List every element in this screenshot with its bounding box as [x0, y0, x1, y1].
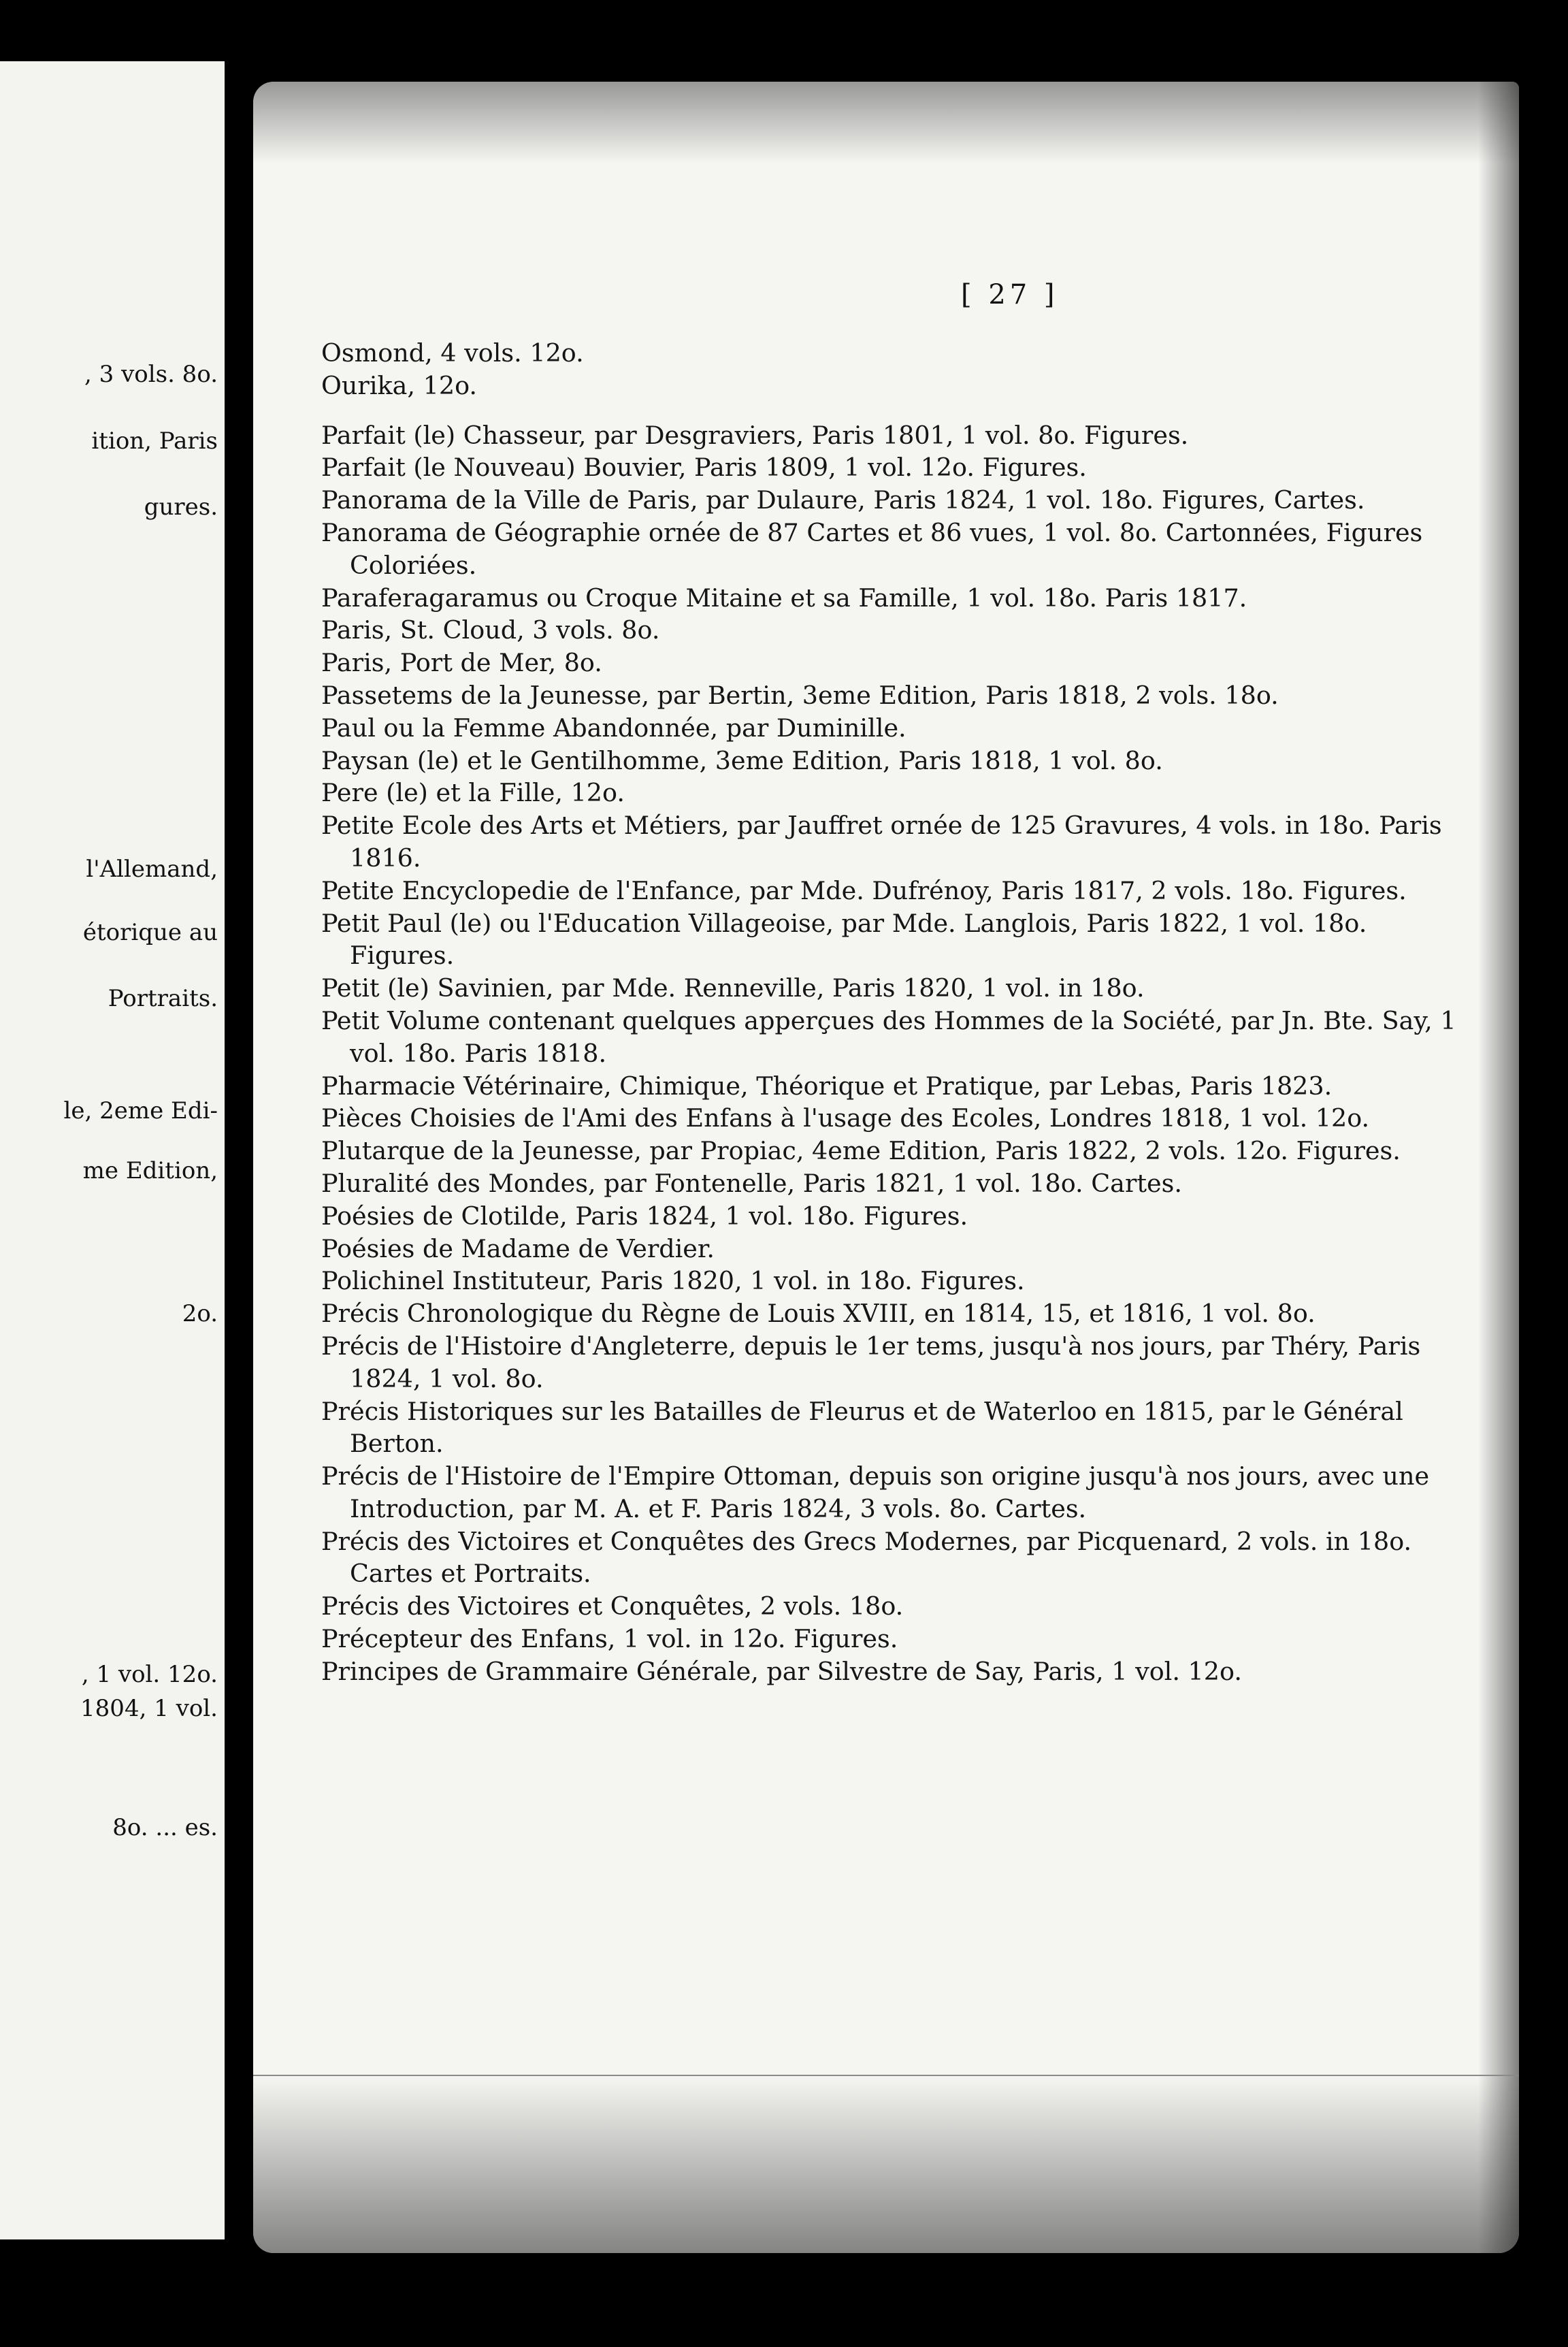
catalogue-entry: Précis Historiques sur les Batailles de Fleurus et de Waterloo en 1815, par le Général Berton.: [321, 1396, 1403, 1459]
left-fragment: étorique au: [82, 919, 218, 946]
catalogue-entry: Poésies de Madame de Verdier.: [321, 1233, 715, 1263]
catalogue-entry: Petite Encyclopedie de l'Enfance, par Mde. Dufrénoy, Paris 1817, 2 vols. 18o. Figures.: [321, 875, 1407, 905]
catalogue-entry: Paris, Port de Mer, 8o.: [321, 648, 602, 678]
catalogue-entry: Paul ou la Femme Abandonnée, par Duminille.: [321, 713, 906, 743]
book-gutter: [225, 0, 253, 2347]
right-page: [253, 82, 1519, 2253]
left-fragment: me Edition,: [82, 1157, 218, 1184]
catalogue-entry: Paraferagaramus ou Croque Mitaine et sa Famille, 1 vol. 18o. Paris 1817.: [321, 583, 1247, 613]
catalogue-entry: Osmond, 4 vols. 12o.: [321, 338, 584, 368]
left-fragment: l'Allemand,: [86, 856, 218, 883]
catalogue-entry: Pluralité des Mondes, par Fontenelle, Paris 1821, 1 vol. 18o. Cartes.: [321, 1168, 1182, 1198]
catalogue-entry: Passetems de la Jeunesse, par Bertin, 3eme Edition, Paris 1818, 2 vols. 18o.: [321, 680, 1279, 710]
catalogue-entry: Poésies de Clotilde, Paris 1824, 1 vol. 18o. Figures.: [321, 1201, 968, 1231]
catalogue-entry: Parfait (le) Chasseur, par Desgraviers, Paris 1801, 1 vol. 8o. Figures.: [321, 420, 1189, 450]
bottom-edge-shadow: [253, 2076, 1519, 2253]
catalogue-entry: Précis des Victoires et Conquêtes, 2 vols. 18o.: [321, 1591, 904, 1621]
side-edge-shadow: [1478, 82, 1519, 2253]
left-fragment: , 3 vols. 8o.: [84, 361, 218, 388]
catalogue-entry: Précis de l'Histoire de l'Empire Ottoman, depuis son origine jusqu'à nos jours, avec une Introduction, par M. A. et F. Paris 1824, 3 vols. 8o. Cartes.: [321, 1461, 1430, 1523]
catalogue-entry: Petit Volume contenant quelques apperçues des Hommes de la Société, par Jn. Bte. Say, 1 vol. 18o. Paris 1818.: [321, 1005, 1456, 1068]
catalogue-entry: Paysan (le) et le Gentilhomme, 3eme Edition, Paris 1818, 1 vol. 8o.: [321, 745, 1163, 775]
left-fragment: , 1 vol. 12o.: [81, 1661, 218, 1688]
catalogue-entry: Petit Paul (le) ou l'Education Villageoise, par Mde. Langlois, Paris 1822, 1 vol. 18o. Figures.: [321, 908, 1367, 971]
catalogue-entry: Petite Ecole des Arts et Métiers, par Jauffret ornée de 125 Gravures, 4 vols. in 18o. Paris 1816.: [321, 811, 1442, 873]
catalogue-entry: Ourika, 12o.: [321, 370, 478, 400]
catalogue-entry: Précis des Victoires et Conquêtes des Grecs Modernes, par Picquenard, 2 vols. in 18o. Cartes et Portraits.: [321, 1526, 1412, 1589]
catalogue-entry: Précepteur des Enfans, 1 vol. in 12o. Figures.: [321, 1624, 898, 1654]
catalogue-entry: Polichinel Instituteur, Paris 1820, 1 vol. in 18o. Figures.: [321, 1266, 1025, 1296]
left-fragment: ition, Paris: [91, 427, 218, 455]
catalogue-entry: Précis Chronologique du Règne de Louis XVIII, en 1814, 15, et 1816, 1 vol. 8o.: [321, 1299, 1316, 1329]
catalogue-entry: Paris, St. Cloud, 3 vols. 8o.: [321, 615, 660, 645]
left-fragment: 2o.: [182, 1300, 218, 1327]
catalogue-entry: Pere (le) et la Fille, 12o.: [321, 778, 625, 808]
catalogue-entry: Précis de l'Histoire d'Angleterre, depuis le 1er tems, jusqu'à nos jours, par Théry, Paris 1824, 1 vol. 8o.: [321, 1331, 1421, 1393]
catalogue-entry: Pharmacie Vétérinaire, Chimique, Théorique et Pratique, par Lebas, Paris 1823.: [321, 1071, 1333, 1101]
catalogue-entry: Parfait (le Nouveau) Bouvier, Paris 1809, 1 vol. 12o. Figures.: [321, 453, 1087, 483]
catalogue-entry: Panorama de la Ville de Paris, par Dulaure, Paris 1824, 1 vol. 18o. Figures, Cartes.: [321, 485, 1365, 515]
fold-line: [253, 2075, 1519, 2076]
left-fragment: gures.: [144, 493, 218, 521]
left-page-fragment: [0, 61, 225, 2239]
catalogue-entries: [321, 337, 1478, 1688]
catalogue-entry: Pièces Choisies de l'Ami des Enfans à l'usage des Ecoles, Londres 1818, 1 vol. 12o.: [321, 1103, 1370, 1133]
left-fragment: le, 2eme Edi-: [63, 1097, 218, 1124]
left-fragment: Portraits.: [108, 985, 218, 1012]
catalogue-entry: Principes de Grammaire Générale, par Silvestre de Say, Paris, 1 vol. 12o.: [321, 1656, 1242, 1686]
catalogue-entry: Petit (le) Savinien, par Mde. Renneville, Paris 1820, 1 vol. in 18o.: [321, 973, 1145, 1003]
left-fragment: 1804, 1 vol.: [80, 1695, 218, 1722]
catalogue-entry: Panorama de Géographie ornée de 87 Cartes et 86 vues, 1 vol. 8o. Cartonnées, Figures Coloriées.: [321, 517, 1423, 580]
page-number: [ 27 ]: [961, 279, 1059, 310]
catalogue-entry: Plutarque de la Jeunesse, par Propiac, 4eme Edition, Paris 1822, 2 vols. 12o. Figures.: [321, 1136, 1401, 1166]
left-fragment: 8o. ... es.: [112, 1814, 218, 1841]
top-edge-shadow: [253, 82, 1519, 163]
